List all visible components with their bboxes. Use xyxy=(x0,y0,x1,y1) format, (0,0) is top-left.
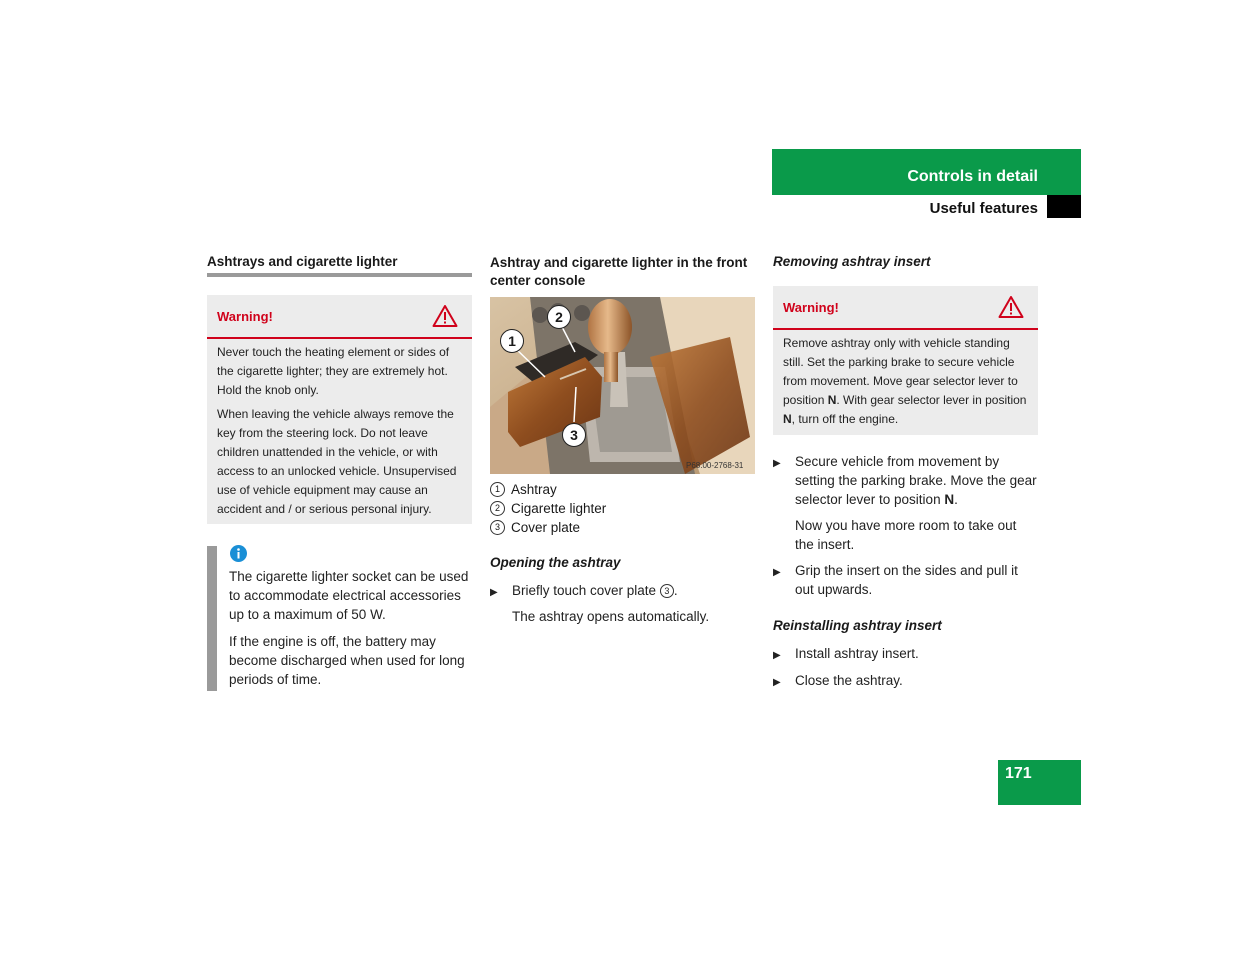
section-title: Useful features xyxy=(929,200,1038,217)
reinstall-heading: Reinstalling ashtray insert xyxy=(773,618,942,633)
bullet-arrow-icon: ▶ xyxy=(490,587,498,598)
bullet-arrow-icon: ▶ xyxy=(773,677,781,688)
legend-number: 3 xyxy=(490,520,505,535)
photo-code: P68.00-2768-31 xyxy=(686,461,744,470)
legend-item xyxy=(490,499,755,518)
info-text xyxy=(229,567,474,697)
warning-bold: N xyxy=(783,412,792,426)
opening-heading: Opening the ashtray xyxy=(490,555,621,570)
legend-item xyxy=(490,518,755,537)
warning-body xyxy=(217,343,464,524)
removing-step-1 xyxy=(773,452,1038,509)
bullet-arrow-icon: ▶ xyxy=(773,458,781,469)
photo-legend xyxy=(490,480,755,537)
legend-number: 2 xyxy=(490,501,505,516)
removing-heading: Removing ashtray insert xyxy=(773,254,931,269)
page-number: 171 xyxy=(1005,765,1032,782)
warning-triangle-icon xyxy=(998,295,1024,324)
opening-step xyxy=(490,581,755,602)
info-bar xyxy=(207,546,217,691)
callout-3: 3 xyxy=(562,423,586,447)
console-title: Ashtray and cigarette lighter in the front center console xyxy=(490,255,748,288)
step-number: 3 xyxy=(660,584,674,598)
warning-box-2 xyxy=(773,286,1038,435)
warning-label: Warning! xyxy=(783,300,839,315)
reinstall-step-2 xyxy=(773,671,1038,692)
step-text: Secure vehicle from movement by setting the parking brake. Move the gear selector lever to position xyxy=(795,454,1037,507)
removing-step-2 xyxy=(773,561,1038,599)
opening-result: The ashtray opens automatically. xyxy=(512,609,710,624)
title-rule xyxy=(207,273,472,277)
legend-text: Cigarette lighter xyxy=(511,501,607,516)
warning-header xyxy=(773,286,1038,330)
bullet-arrow-icon: ▶ xyxy=(773,567,781,578)
ashtrays-title: Ashtrays and cigarette lighter xyxy=(207,254,398,269)
legend-number: 1 xyxy=(490,482,505,497)
bullet-arrow-icon: ▶ xyxy=(773,650,781,661)
info-icon xyxy=(230,545,247,567)
warning-header xyxy=(207,295,472,339)
step-text: Install ashtray insert. xyxy=(795,646,919,661)
step-text: Grip the insert on the sides and pull it out upwards. xyxy=(795,563,1018,597)
legend-item xyxy=(490,480,755,499)
warning-text: Remove ashtray only with vehicle standing still. Set the parking brake to secure vehicle from movement. Move gear selector lever to position xyxy=(783,336,1018,407)
step-bold: N xyxy=(944,492,955,507)
warning-text: , turn off the engine. xyxy=(791,412,899,426)
page-number-tab xyxy=(998,760,1081,805)
callout-1: 1 xyxy=(500,329,524,353)
step-end: . xyxy=(954,492,958,507)
warning-bold: N xyxy=(827,393,837,407)
info-paragraph: The cigarette lighter socket can be used to accommodate electrical accessories up to a maximum of 50 W. xyxy=(229,569,469,622)
step-text: Close the ashtray. xyxy=(795,673,903,688)
warning-paragraph: Never touch the heating element or sides of the cigarette lighter; they are extremely hot. Hold the knob only. xyxy=(217,345,450,397)
chapter-title: Controls in detail xyxy=(907,168,1038,185)
info-paragraph: If the engine is off, the battery may become discharged when used for long periods of time. xyxy=(229,634,465,687)
warning-body xyxy=(783,334,1030,429)
step-text: Briefly touch cover plate xyxy=(512,583,657,598)
legend-text: Ashtray xyxy=(511,482,557,497)
warning-box-1 xyxy=(207,295,472,524)
warning-text: . With gear selector lever in position xyxy=(836,393,1027,407)
step-end: . xyxy=(673,583,678,598)
section-marker xyxy=(1047,195,1081,218)
warning-triangle-icon xyxy=(432,304,458,333)
reinstall-step-1 xyxy=(773,644,1038,665)
removing-result: Now you have more room to take out the insert. xyxy=(795,518,1017,552)
warning-label: Warning! xyxy=(217,309,273,324)
warning-paragraph: When leaving the vehicle always remove the key from the steering lock. Do not leave children unattended in the vehicle, or with access to an unlocked vehicle. Unsupervised use of vehicle equipment may cause an accident and / or serious personal injury. xyxy=(217,407,457,516)
console-photo xyxy=(490,297,755,474)
legend-text: Cover plate xyxy=(511,520,581,535)
callout-2: 2 xyxy=(547,305,571,329)
